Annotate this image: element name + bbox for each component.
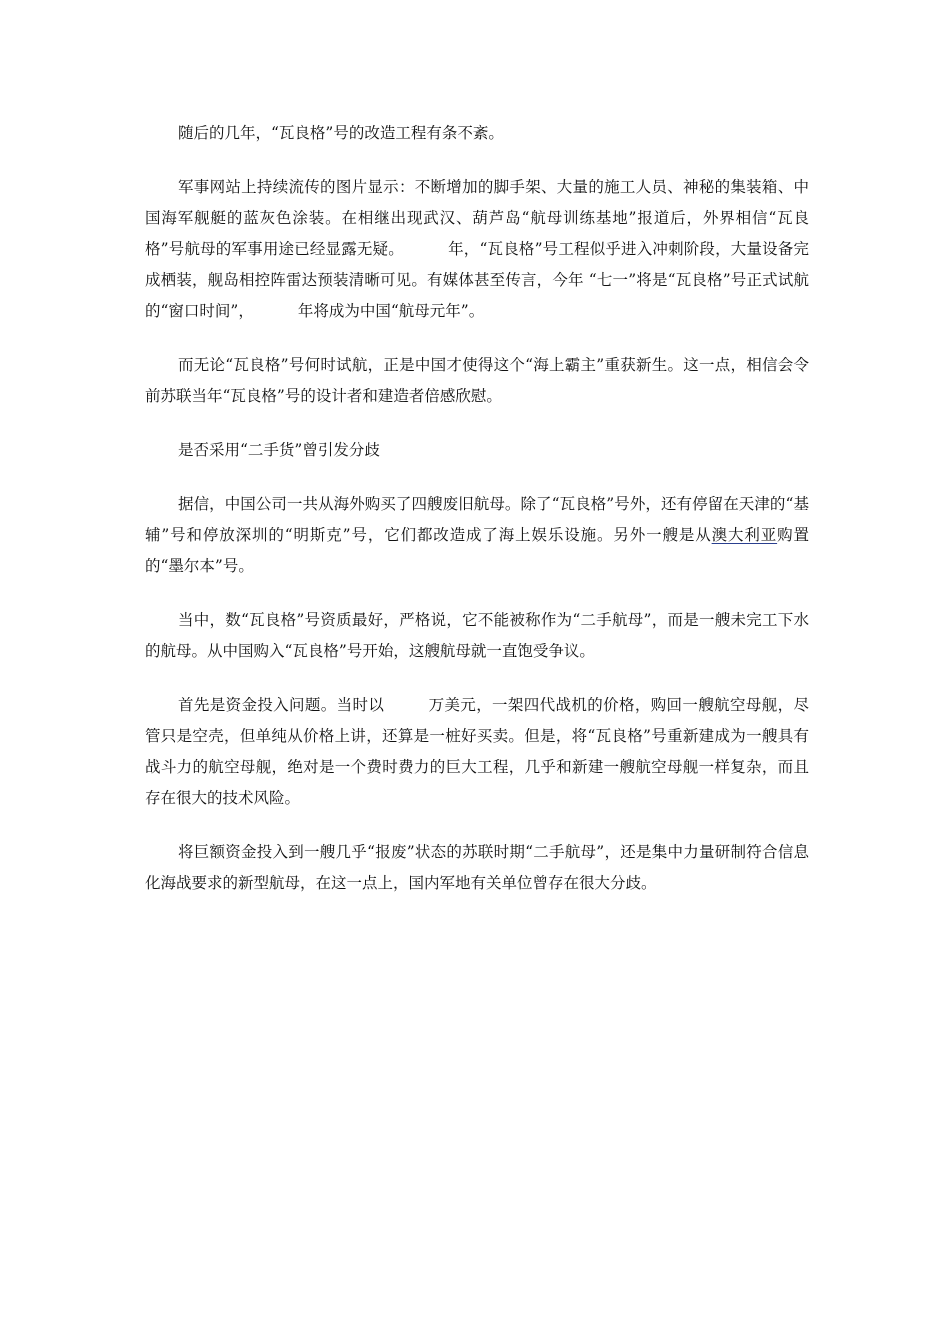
paragraph-2-text-a: 军事网站上持续流传的图片显示：不断增加的脚手架、大量的施工人员、神秘的集装箱、中国海军舰艇的蓝灰色涂装。在相继出现武汉、葫芦岛“航母训练基地”报道后，外界相信“瓦良格”号航母的军事用途已经显露无疑。 bbox=[145, 178, 809, 258]
section-heading bbox=[145, 435, 809, 466]
paragraph-2-text-c: 年将成为中国“航母元年”。 bbox=[297, 302, 485, 320]
paragraph-2-text-b: 年，“瓦良格”号工程似乎进入冲刺阶段，大量设备完成栖装，舰岛相控阵雷达预装清晰可见。有媒体甚至传言，今年 “七一”将是“瓦良格”号正式试航的“窗口时间”， bbox=[145, 240, 809, 320]
paragraph-7-text-a: 首先是资金投入问题。当时以 bbox=[178, 696, 385, 714]
paragraph-7 bbox=[145, 690, 809, 814]
paragraph-5-text-b: 购置的“墨尔本”号。 bbox=[145, 526, 809, 575]
australia-link[interactable]: 澳大利亚 bbox=[711, 526, 778, 544]
article-body bbox=[145, 118, 809, 922]
paragraph-5-text-a: 据信，中国公司一共从海外购买了四艘废旧航母。除了“瓦良格”号外，还有停留在天津的“基辅”号和停放深圳的“明斯克”号，它们都改造成了海上娱乐设施。另外一艘是从 bbox=[145, 495, 809, 544]
paragraph-2 bbox=[145, 172, 809, 327]
paragraph-8 bbox=[145, 837, 809, 899]
paragraph-1 bbox=[145, 118, 809, 149]
paragraph-7-text-b: 万美元，一架四代战机的价格，购回一艘航空母舰，尽管只是空壳，但单纯从价格上讲，还算是一桩好买卖。但是，将“瓦良格”号重新建成为一艘具有战斗力的航空母舰，绝对是一个费时费力的巨大工程，几乎和新建一艘航空母舰一样复杂，而且存在很大的技术风险。 bbox=[145, 696, 809, 807]
paragraph-3-text: 而无论“瓦良格”号何时试航，正是中国才使得这个“海上霸主”重获新生。这一点，相信会令前苏联当年“瓦良格”号的设计者和建造者倍感欣慰。 bbox=[145, 356, 809, 405]
section-heading-text: 是否采用“二手货”曾引发分歧 bbox=[178, 441, 380, 459]
paragraph-5 bbox=[145, 489, 809, 582]
paragraph-6 bbox=[145, 605, 809, 667]
paragraph-6-text: 当中，数“瓦良格”号资质最好，严格说，它不能被称作为“二手航母”，而是一艘未完工下水的航母。从中国购入“瓦良格”号开始，这艘航母就一直饱受争议。 bbox=[145, 611, 809, 660]
paragraph-3 bbox=[145, 350, 809, 412]
paragraph-1-text: 随后的几年，“瓦良格”号的改造工程有条不紊。 bbox=[178, 124, 504, 142]
paragraph-8-text: 将巨额资金投入到一艘几乎“报废”状态的苏联时期“二手航母”，还是集中力量研制符合信息化海战要求的新型航母，在这一点上，国内军地有关单位曾存在很大分歧。 bbox=[145, 843, 809, 892]
